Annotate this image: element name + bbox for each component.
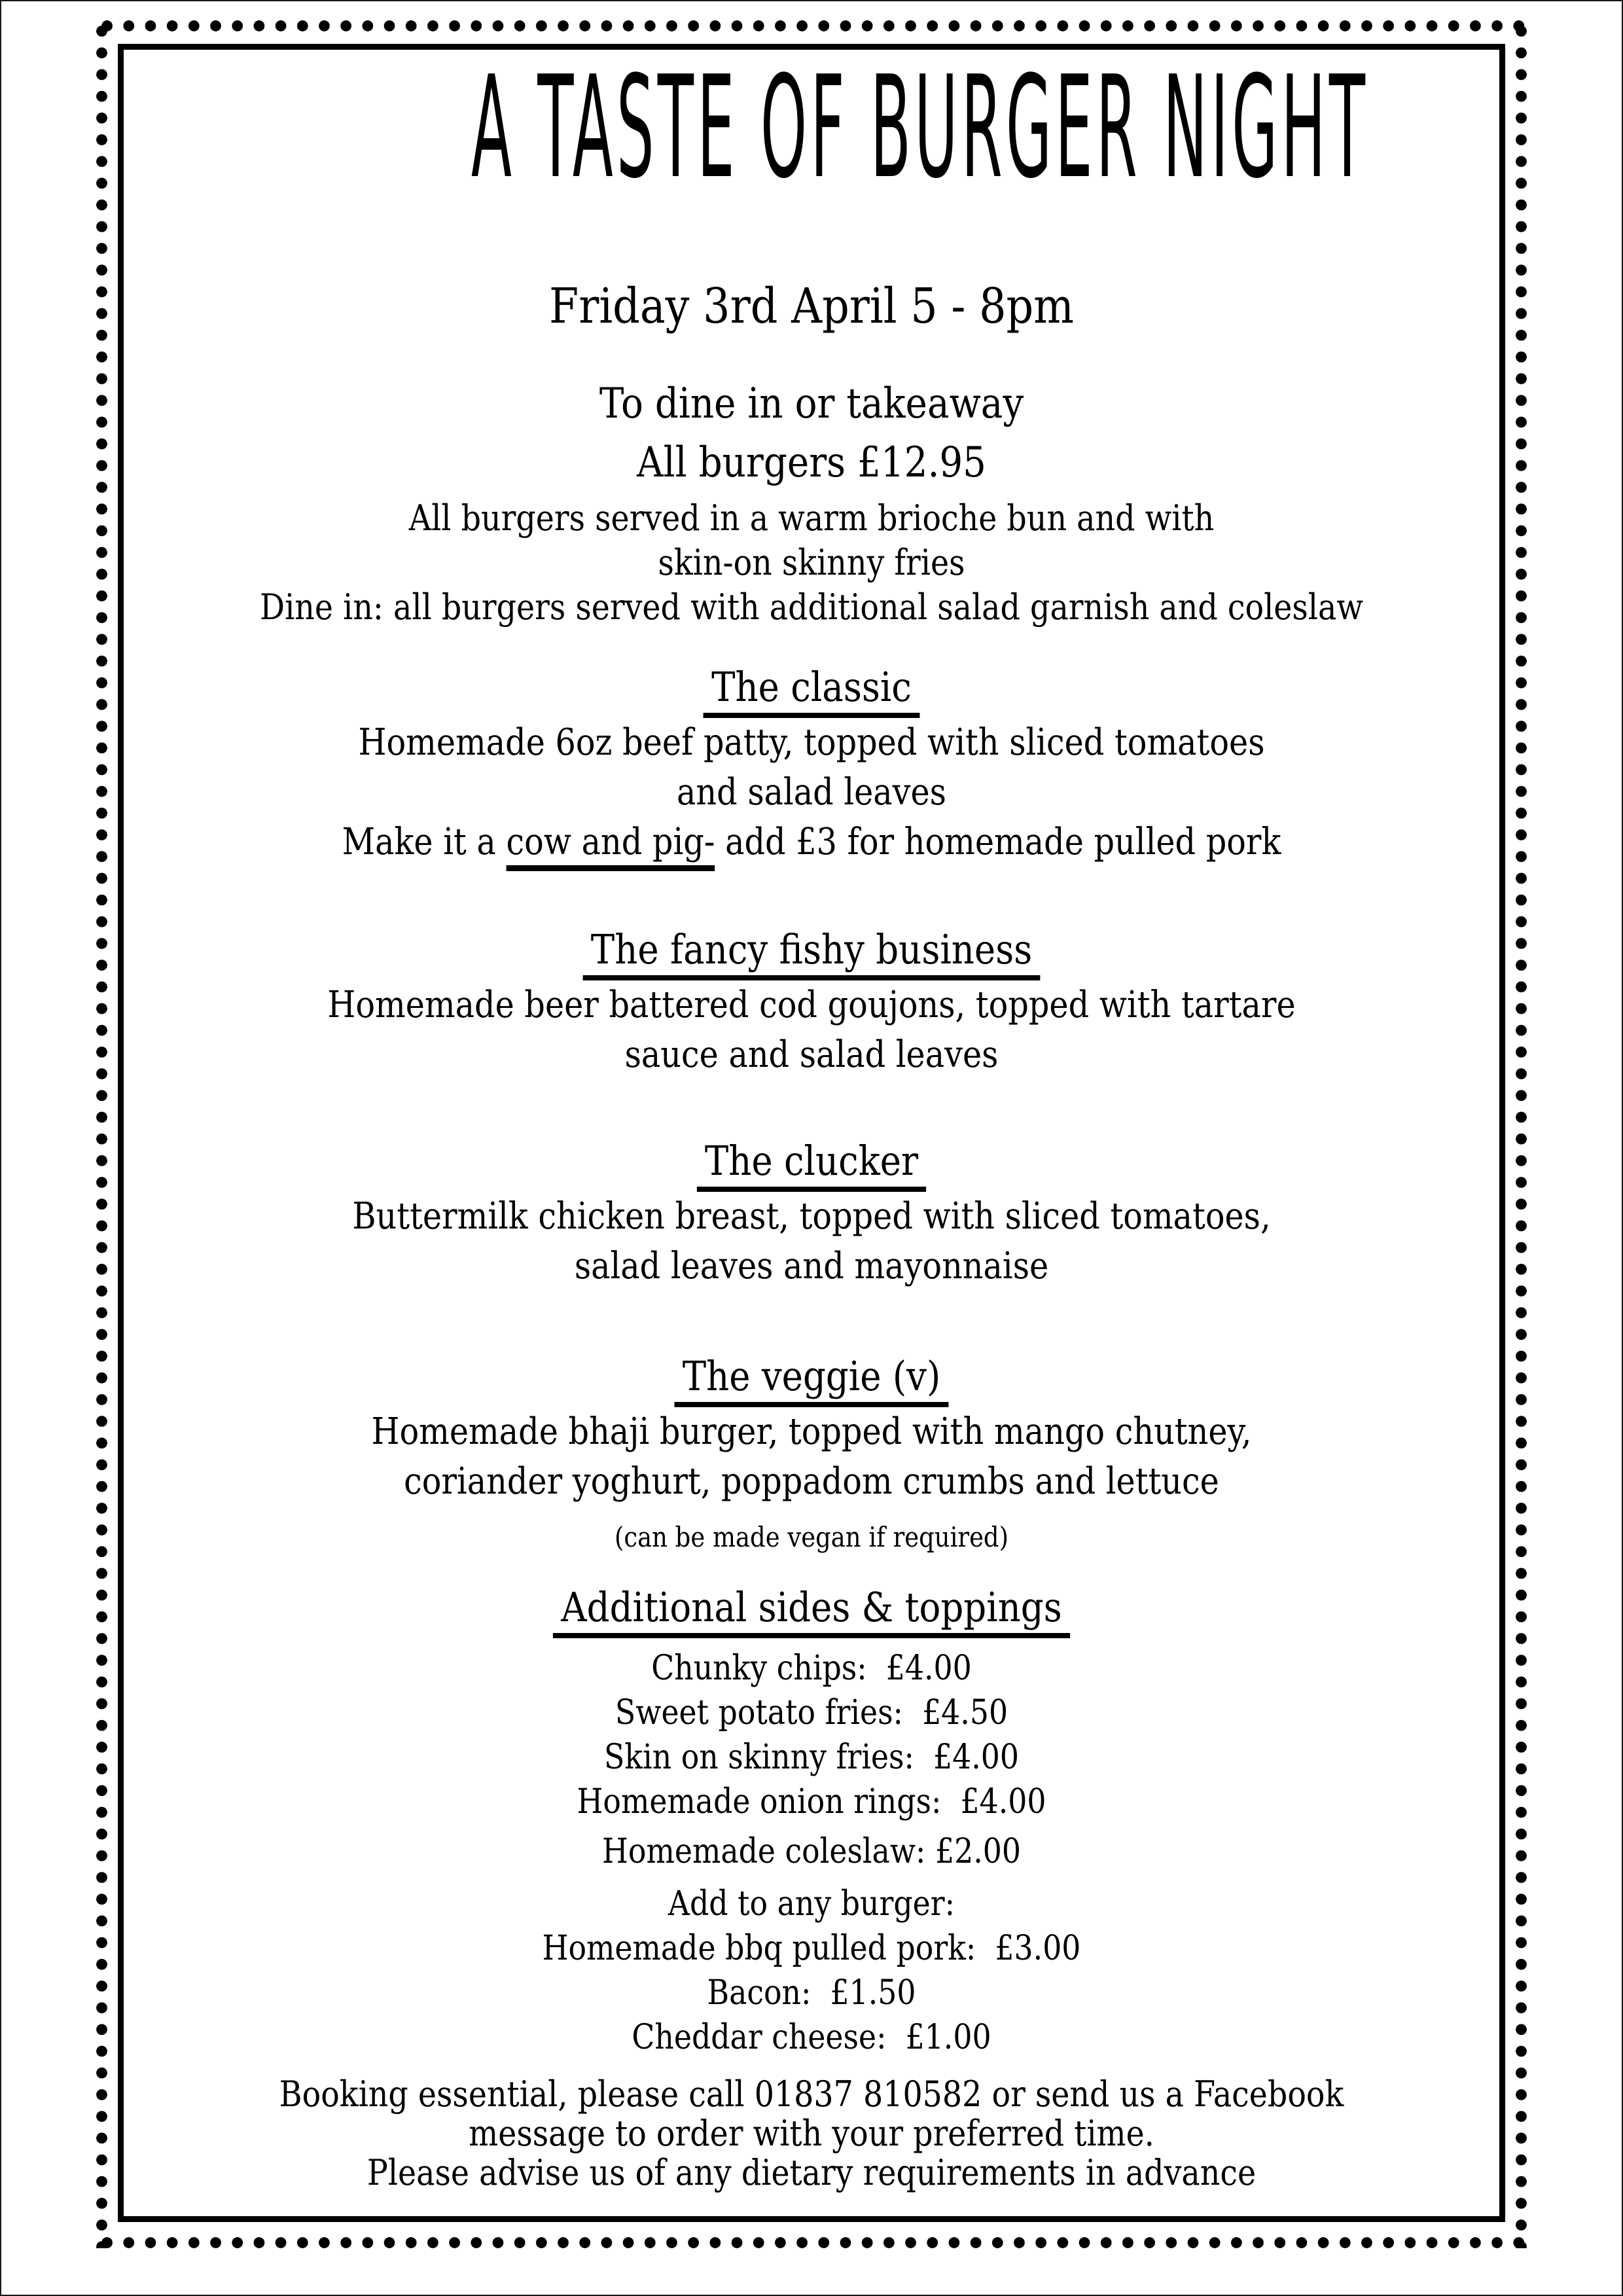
intro-note-bun: All burgers served in a warm brioche bun and with <box>408 497 1215 539</box>
add-to-burger-heading: Add to any burger: <box>668 1884 955 1924</box>
section-line: coriander yoghurt, poppadom crumbs and lettuce <box>404 1460 1219 1503</box>
section-line: Homemade beer battered cod goujons, topped with tartare <box>327 984 1296 1026</box>
intro-line-price: All burgers £12.95 <box>636 439 987 487</box>
section-body <box>99 980 1525 1080</box>
booking-line-phone: Booking essential, please call 01837 810582 or send us a Facebook <box>279 2073 1344 2115</box>
topping-item-bacon: Bacon: £1.50 <box>707 1973 916 2013</box>
section-line-upgrade <box>99 817 1525 867</box>
sides-item-sweet-potato-fries: Sweet potato fries: £4.50 <box>615 1693 1008 1732</box>
section-body <box>99 1192 1525 1291</box>
sides-item-chunky-chips: Chunky chips: £4.00 <box>651 1649 972 1688</box>
section-heading: The fancy fishy business <box>582 929 1040 980</box>
section-line: and salad leaves <box>677 771 946 814</box>
intro-note-fries: skin-on skinny fries <box>658 542 965 583</box>
topping-item-pulled-pork: Homemade bbq pulled pork: £3.00 <box>542 1929 1081 1968</box>
page-title: A TASTE OF BURGER NIGHT <box>471 45 1369 209</box>
sides-list <box>99 1646 1525 2060</box>
sides-item-coleslaw: Homemade coleslaw: £2.00 <box>602 1832 1021 1871</box>
sides-item-skinny-fries: Skin on skinny fries: £4.00 <box>603 1738 1020 1777</box>
section-line: Homemade 6oz beef patty, topped with sliced tomatoes <box>358 721 1265 764</box>
section-body <box>99 1407 1525 1507</box>
menu-section-clucker <box>1 1137 1622 1291</box>
section-heading: The veggie (v) <box>674 1356 948 1407</box>
booking-line-dietary: Please advise us of any dietary requirements in advance <box>366 2152 1257 2193</box>
menu-section-veggie <box>1 1352 1622 1555</box>
section-heading-row <box>99 663 1525 718</box>
section-heading: The clucker <box>697 1141 927 1192</box>
menu-content <box>1 1 1622 2295</box>
section-heading-row <box>99 1583 1525 1638</box>
section-body <box>99 718 1525 867</box>
sides-heading: Additional sides & toppings <box>553 1587 1070 1638</box>
section-heading-row <box>99 925 1525 980</box>
section-line: Homemade bhaji burger, topped with mango chutney, <box>371 1410 1252 1453</box>
event-datetime: Friday 3rd April 5 - 8pm <box>549 278 1074 334</box>
section-heading-row <box>99 1352 1525 1407</box>
upgrade-prefix: Make it a <box>342 821 507 863</box>
upgrade-suffix: add £3 for homemade pulled pork <box>715 821 1281 863</box>
booking-line-message: message to order with your preferred time. <box>469 2113 1154 2154</box>
cow-and-pig-underlined: cow and pig- <box>506 821 715 871</box>
section-line: Buttermilk chicken breast, topped with sliced tomatoes, <box>352 1195 1271 1238</box>
menu-section-sides <box>1 1583 1622 2060</box>
section-line: sauce and salad leaves <box>624 1033 999 1076</box>
menu-section-fishy <box>1 925 1622 1080</box>
sides-item-onion-rings: Homemade onion rings: £4.00 <box>577 1782 1046 1821</box>
intro-notes <box>99 496 1525 630</box>
intro-line-dine-or-takeaway: To dine in or takeaway <box>599 380 1024 428</box>
section-line: salad leaves and mayonnaise <box>574 1245 1049 1287</box>
intro-note-dine-in: Dine in: all burgers served with additional salad garnish and coleslaw <box>259 586 1363 628</box>
booking-note <box>99 2075 1525 2193</box>
menu-section-classic <box>1 663 1622 867</box>
topping-item-cheddar: Cheddar cheese: £1.00 <box>632 2018 991 2057</box>
section-heading: The classic <box>704 667 919 718</box>
vegan-option-note: (can be made vegan if required) <box>614 1521 1009 1553</box>
section-heading-row <box>99 1137 1525 1192</box>
